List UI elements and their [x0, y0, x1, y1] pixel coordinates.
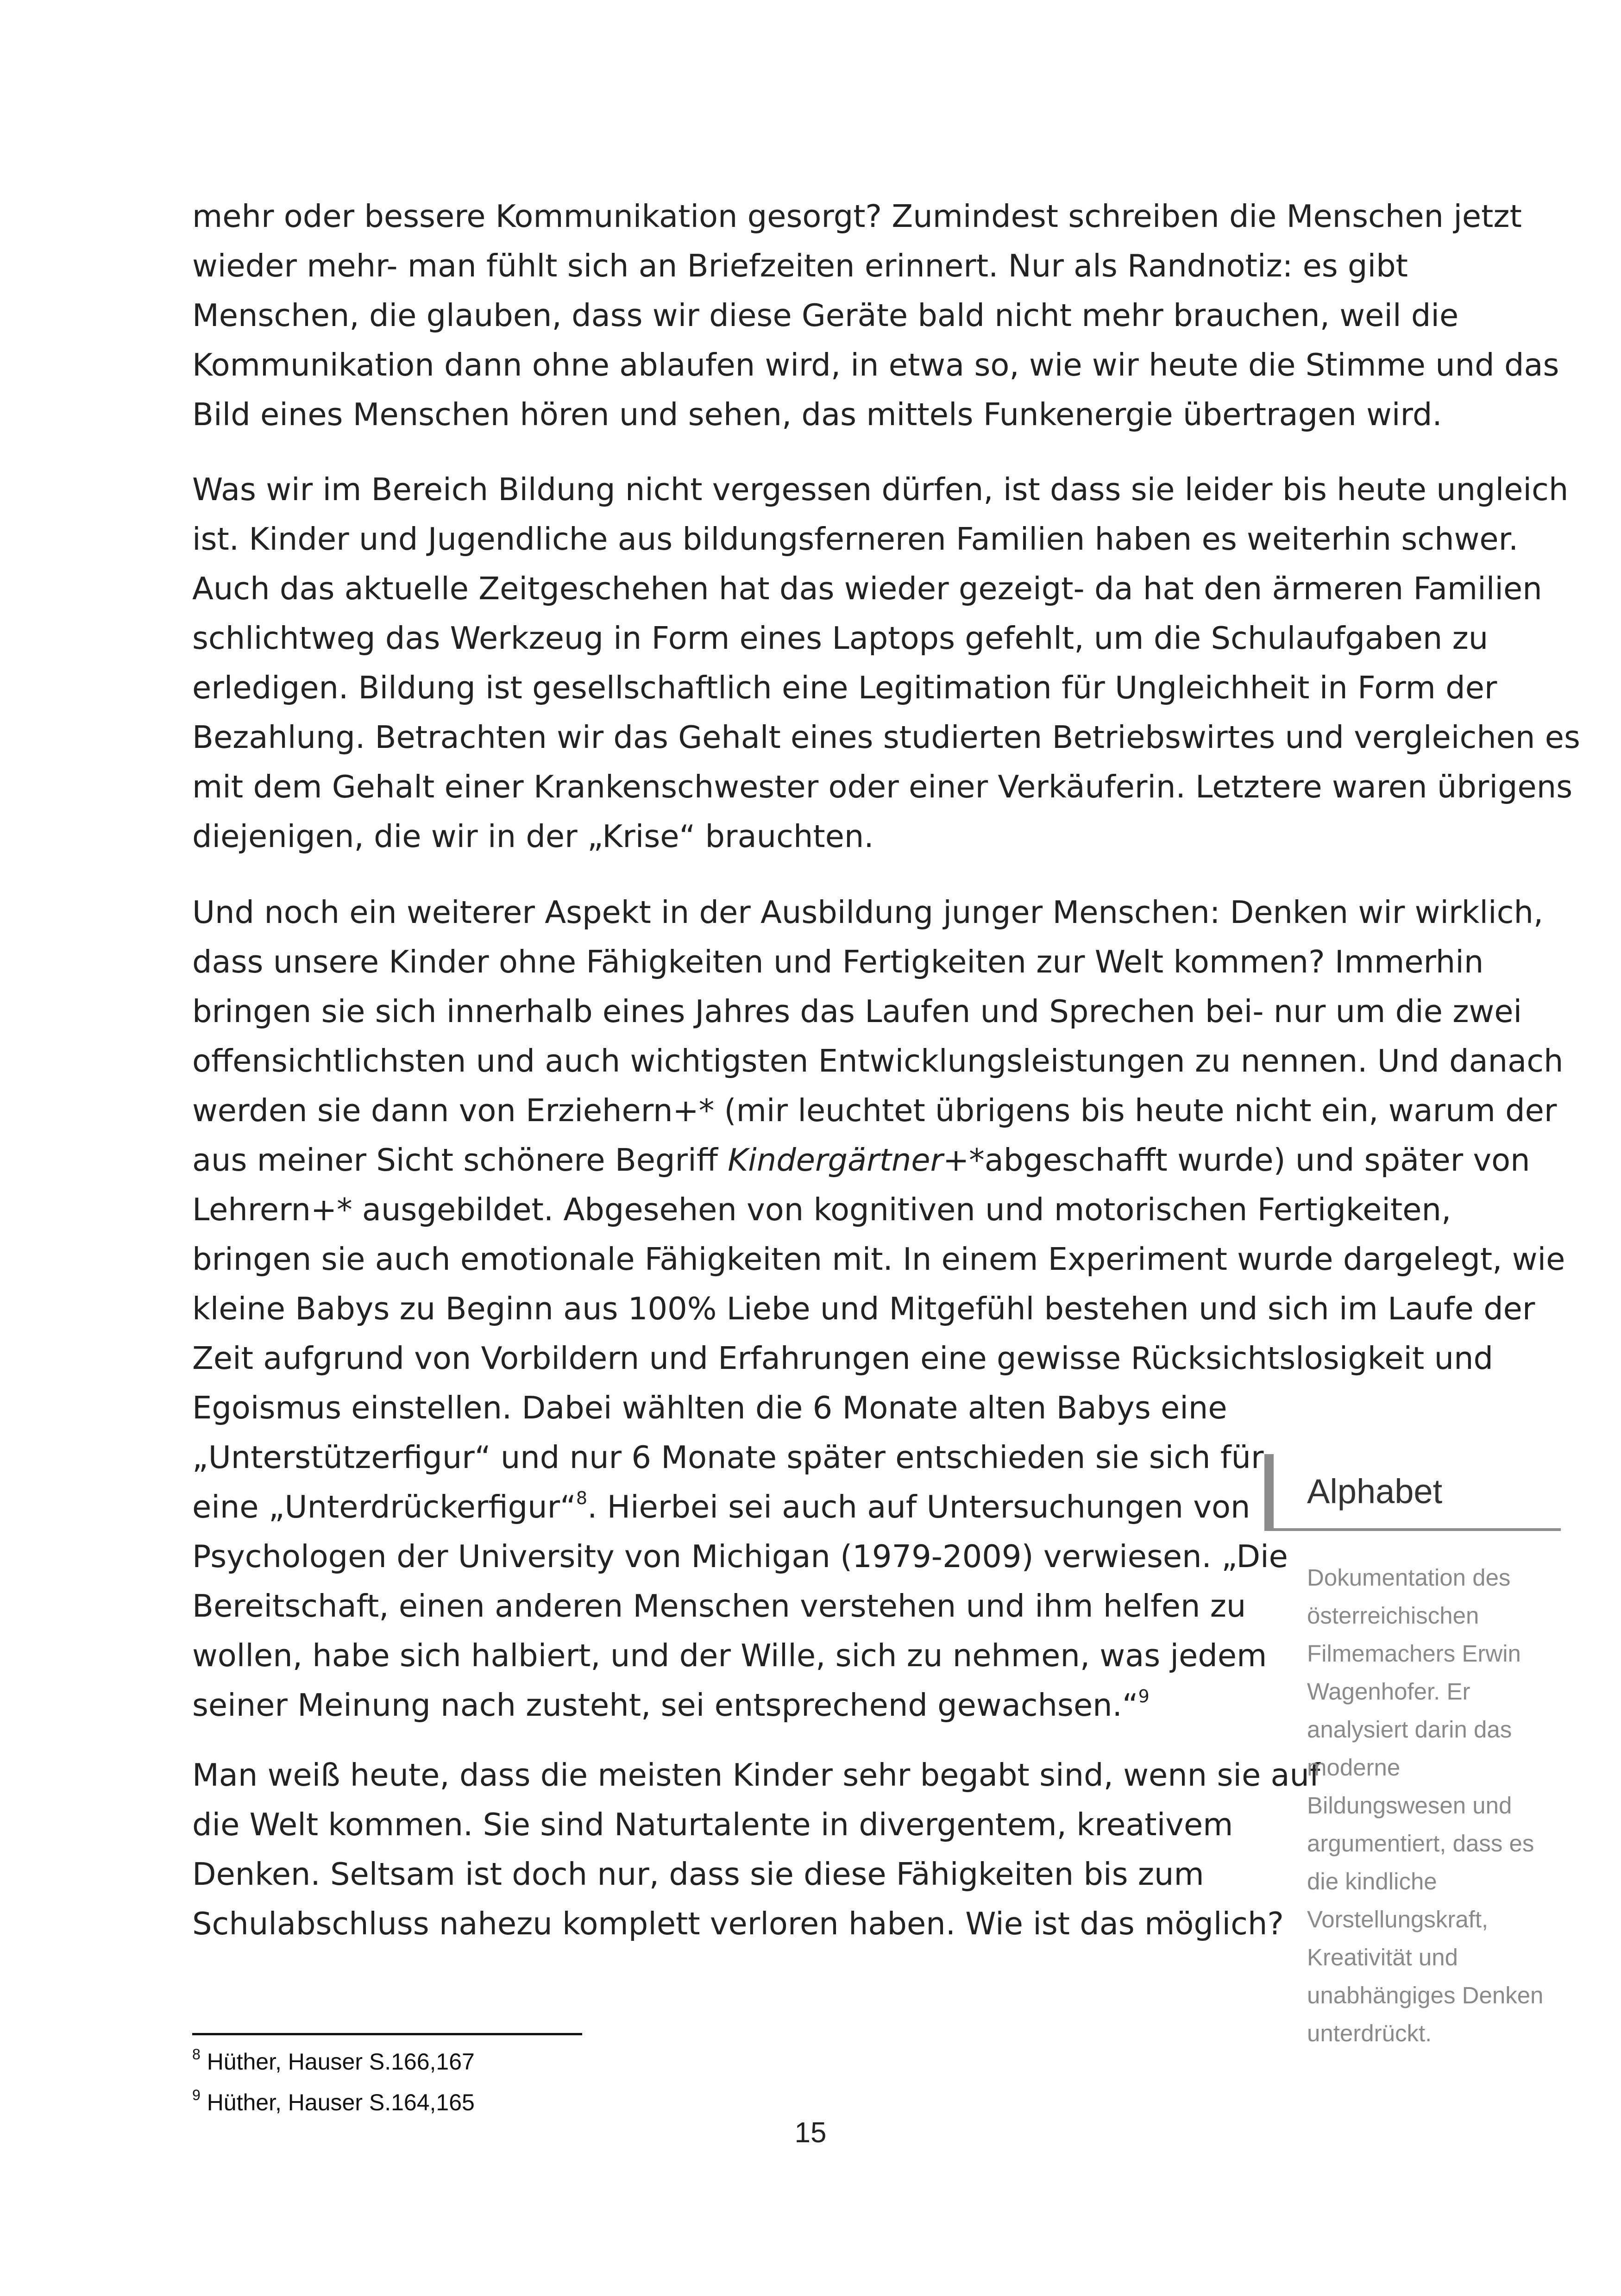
sidebar-line: argumentiert, dass es: [1307, 1830, 1534, 1857]
text-line: Und noch ein weiterer Aspekt in der Ausbildung junger Menschen: Denken wir wirklich,: [192, 894, 1544, 930]
text-line: Psychologen der University von Michigan (1979-2009) verwiesen. „Die: [192, 1538, 1288, 1575]
text-line: kleine Babys zu Beginn aus 100% Liebe und Mitgefühl bestehen und sich im Laufe der: [192, 1291, 1535, 1327]
sidebar-line: moderne: [1307, 1754, 1401, 1781]
sidebar-box: [1264, 1454, 1561, 2052]
footnotes: [192, 2041, 475, 2123]
text-line: bringen sie sich innerhalb eines Jahres das Laufen und Sprechen bei- nur um die zwei: [192, 993, 1522, 1029]
text-line: Auch das aktuelle Zeitgeschehen hat das wieder gezeigt- da hat den ärmeren Familien: [192, 571, 1542, 607]
text-line: Denken. Seltsam ist doch nur, dass sie diese Fähigkeiten bis zum: [192, 1856, 1204, 1892]
text-line: Bezahlung. Betrachten wir das Gehalt eines studierten Betriebswirtes und vergleichen es: [192, 719, 1580, 755]
text-line: „Unterstützerfigur“ und nur 6 Monate später entschieden sie sich für: [192, 1439, 1264, 1475]
paragraph-1: [192, 192, 1559, 439]
text-line: die Welt kommen. Sie sind Naturtalente in divergentem, kreativem: [192, 1807, 1233, 1843]
text-line: dass unsere Kinder ohne Fähigkeiten und Fertigkeiten zur Welt kommen? Immerhin: [192, 944, 1484, 980]
paragraph-4: [192, 1750, 1443, 1949]
text-line: bringen sie auch emotionale Fähigkeiten mit. In einem Experiment wurde dargelegt, wie: [192, 1241, 1565, 1277]
sidebar-line: Kreativität und: [1307, 1944, 1458, 1970]
footnote-8: [192, 2041, 475, 2082]
sidebar-line: Wagenhofer. Er: [1307, 1678, 1470, 1705]
sidebar-line: analysiert darin das: [1307, 1716, 1512, 1743]
text-segment: eine „Unterdrückerfigur“: [192, 1489, 576, 1525]
page-number: 15: [794, 2117, 827, 2149]
text-segment: aus meiner Sicht schönere Begriff: [192, 1142, 728, 1178]
footnote-text: Hüther, Hauser S.166,167: [200, 2049, 475, 2075]
text-line: Zeit aufgrund von Vorbildern und Erfahrungen eine gewisse Rücksichtslosigkeit und: [192, 1340, 1494, 1376]
text-line: schlichtweg das Werkzeug in Form eines Laptops gefehlt, um die Schulaufgaben zu: [192, 620, 1489, 656]
text-line: [192, 1681, 1443, 1730]
text-line: diejenigen, die wir in der „Krise“ brauchten.: [192, 818, 874, 854]
footnote-ref-9[interactable]: 9: [1138, 1686, 1150, 1706]
footnote-text: Hüther, Hauser S.164,165: [200, 2089, 475, 2115]
sidebar-line: die kindliche: [1307, 1868, 1437, 1895]
text-line: [192, 1482, 1443, 1532]
text-line: mit dem Gehalt einer Krankenschwester oder einer Verkäuferin. Letztere waren übrigens: [192, 769, 1573, 805]
text-line: erledigen. Bildung ist gesellschaftlich eine Legitimation für Ungleichheit in Form der: [192, 670, 1497, 706]
sidebar-line: Vorstellungskraft,: [1307, 1906, 1489, 1932]
text-segment: +*abgeschafft wurde) und später von: [943, 1142, 1530, 1178]
text-segment: . Hierbei sei auch auf Untersuchungen von: [587, 1489, 1250, 1525]
footnote-number: 9: [192, 2087, 201, 2104]
sidebar-line: Dokumentation des: [1307, 1564, 1511, 1591]
sidebar-line: österreichischen: [1307, 1602, 1479, 1629]
sidebar-line: unabhängiges Denken: [1307, 1982, 1544, 2008]
paragraph-2: [192, 465, 1580, 861]
text-line: [192, 1135, 1530, 1185]
text-line: wieder mehr- man fühlt sich an Briefzeiten erinnert. Nur als Randnotiz: es gibt: [192, 248, 1408, 284]
sidebar-line: Filmemachers Erwin: [1307, 1640, 1521, 1667]
footnote-number: 8: [192, 2046, 201, 2063]
text-line: Man weiß heute, dass die meisten Kinder sehr begabt sind, wenn sie auf: [192, 1757, 1320, 1793]
text-line: Bild eines Menschen hören und sehen, das mittels Funkenergie übertragen wird.: [192, 396, 1442, 433]
sidebar-text: [1264, 1559, 1561, 2052]
sidebar-accent-bar: [1264, 1454, 1274, 1528]
italic-term: Kindergärtner: [728, 1142, 943, 1178]
sidebar-line: Bildungswesen und: [1307, 1792, 1512, 1819]
text-line: Menschen, die glauben, dass wir diese Geräte bald nicht mehr brauchen, weil die: [192, 297, 1459, 333]
text-line: Kommunikation dann ohne ablaufen wird, in etwa so, wie wir heute die Stimme und das: [192, 347, 1559, 383]
sidebar-header: [1264, 1454, 1561, 1531]
text-line: Lehrern+* ausgebildet. Abgesehen von kognitiven und motorischen Fertigkeiten,: [192, 1192, 1451, 1228]
text-line: werden sie dann von Erziehern+* (mir leuchtet übrigens bis heute nicht ein, warum der: [192, 1092, 1557, 1129]
text-line: Was wir im Bereich Bildung nicht vergessen dürfen, ist dass sie leider bis heute ungleich: [192, 471, 1569, 508]
text-line: ist. Kinder und Jugendliche aus bildungsferneren Familien haben es weiterhin schwer.: [192, 521, 1519, 557]
sidebar-title: Alphabet: [1307, 1472, 1443, 1511]
text-line: mehr oder bessere Kommunikation gesorgt? Zumindest schreiben die Menschen jetzt: [192, 198, 1522, 234]
text-line: Egoismus einstellen. Dabei wählten die 6 Monate alten Babys eine: [192, 1390, 1227, 1426]
footnote-ref-8[interactable]: 8: [576, 1487, 588, 1508]
text-line: Bereitschaft, einen anderen Menschen verstehen und ihm helfen zu: [192, 1588, 1246, 1624]
text-line: Schulabschluss nahezu komplett verloren haben. Wie ist das möglich?: [192, 1906, 1284, 1942]
footnote-separator: [192, 2033, 582, 2035]
text-line: wollen, habe sich halbiert, und der Wille, sich zu nehmen, was jedem: [192, 1637, 1267, 1674]
sidebar-line: unterdrückt.: [1307, 2020, 1432, 2046]
text-segment: seiner Meinung nach zusteht, sei entsprechend gewachsen.“: [192, 1687, 1138, 1723]
text-line: offensichtlichsten und auch wichtigsten Entwicklungsleistungen zu nennen. Und danach: [192, 1043, 1564, 1079]
